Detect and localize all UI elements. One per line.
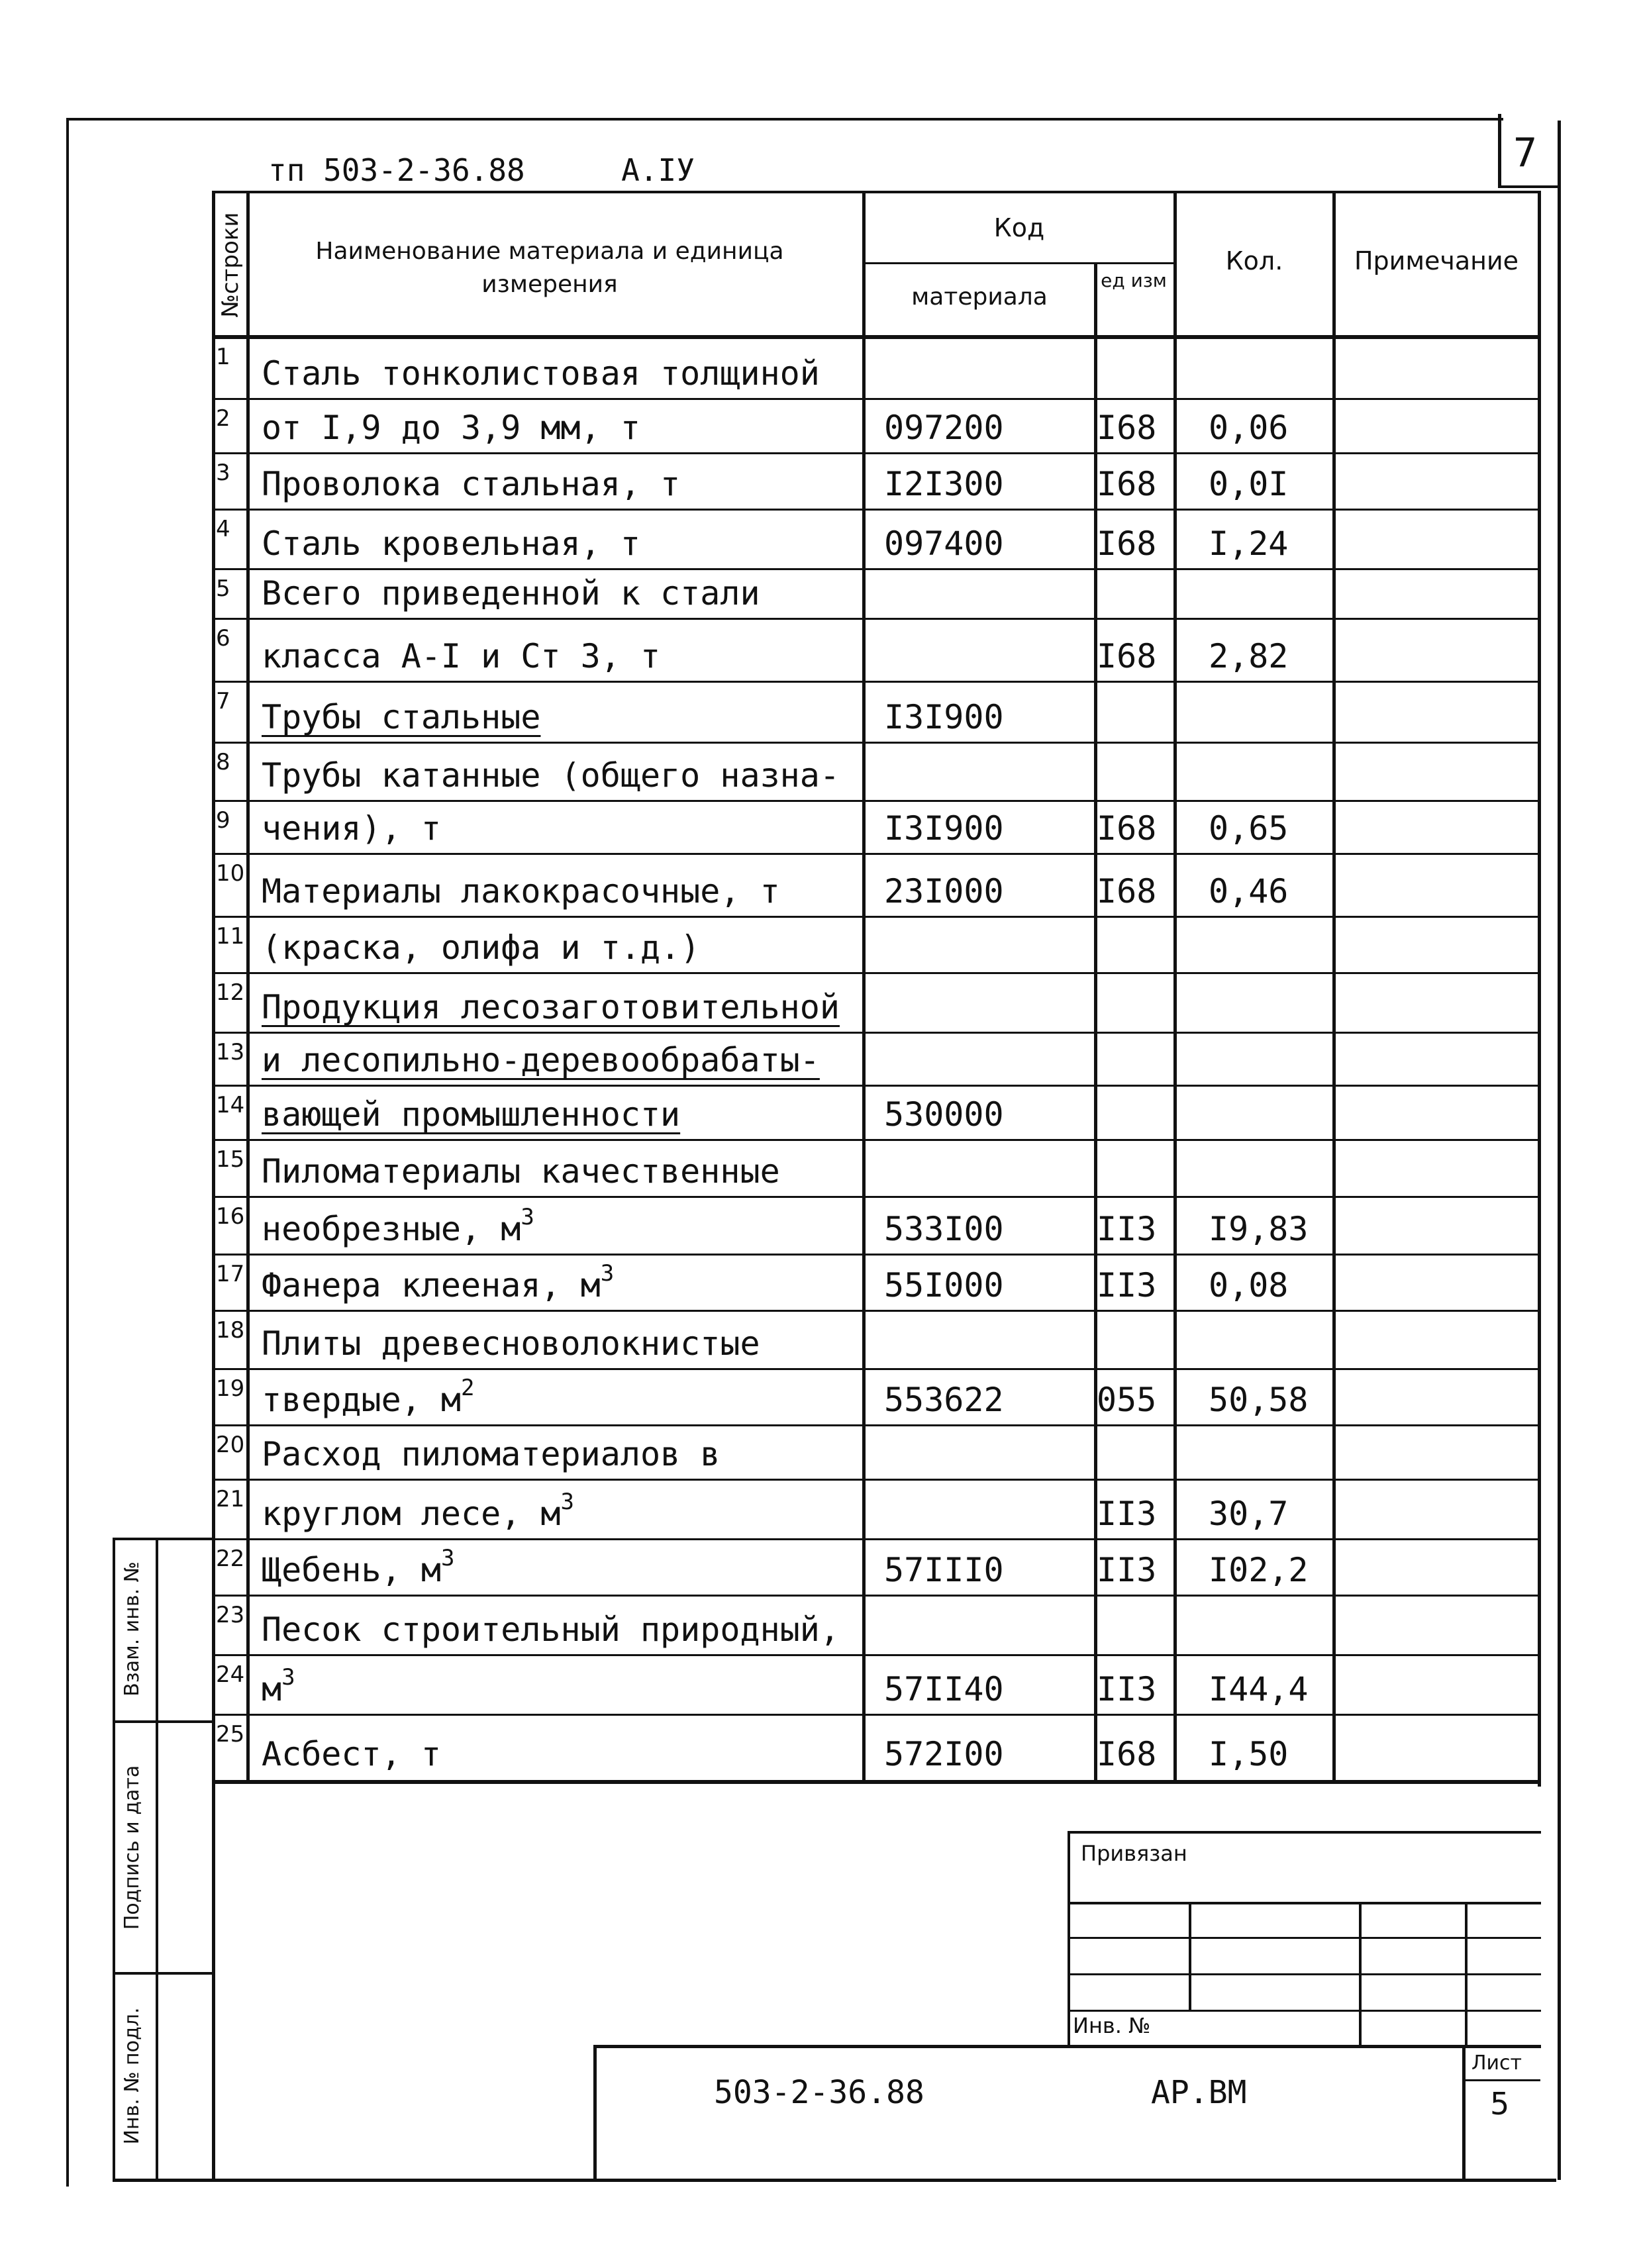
material-code: 23I000 — [884, 872, 1004, 911]
stamp-mid — [156, 1538, 158, 2181]
row-separator — [213, 1424, 1540, 1426]
material-name — [262, 756, 840, 795]
tb-doc-code: АР.ВМ — [1151, 2074, 1247, 2111]
material-name-text: вающей промышленности — [262, 1095, 681, 1134]
material-name — [262, 1375, 475, 1419]
unit-code: I68 — [1097, 465, 1157, 503]
material-name-text: круглом лесе, м — [262, 1495, 561, 1533]
row-separator — [213, 398, 1540, 400]
page-corner-number: 7 — [1513, 130, 1538, 176]
frame-top — [66, 118, 1503, 121]
row-number: 16 — [216, 1203, 245, 1230]
material-name — [262, 872, 780, 911]
row-number: 12 — [216, 979, 245, 1006]
row-separator — [213, 916, 1540, 918]
row-separator — [213, 742, 1540, 744]
material-name — [262, 1152, 780, 1191]
material-name-text: Всего приведенной к стали — [262, 574, 760, 613]
material-name — [262, 1435, 721, 1473]
row-number: 15 — [216, 1146, 245, 1173]
tb-sheet-div — [1462, 2079, 1540, 2081]
quantity: 0,46 — [1209, 872, 1289, 911]
tb-h2 — [1068, 1937, 1541, 1939]
material-name-text: Трубы катанные (общего назна- — [262, 756, 840, 795]
row-separator — [213, 509, 1540, 511]
row-number: 22 — [216, 1546, 245, 1572]
tb-h3 — [1068, 1973, 1541, 1975]
row-number: 25 — [216, 1721, 245, 1748]
stamp-left — [113, 1538, 115, 2181]
col-line-5 — [1332, 191, 1336, 1783]
quantity: I,50 — [1209, 1735, 1289, 1773]
unit-code: I68 — [1097, 524, 1157, 563]
material-name-text: Продукция лесозаготовительной — [262, 988, 840, 1026]
material-code: I3I900 — [884, 809, 1004, 848]
doc-ref: тп 503-2-36.88 — [268, 152, 525, 188]
quantity: 2,82 — [1209, 637, 1289, 675]
unit-exponent: 3 — [521, 1204, 534, 1230]
material-name — [262, 1041, 820, 1079]
material-code: 57III0 — [884, 1551, 1004, 1589]
row-separator — [213, 618, 1540, 620]
tb-sheet-left — [1462, 2045, 1466, 2181]
material-code: 572I00 — [884, 1735, 1004, 1773]
row-separator — [213, 1714, 1540, 1716]
row-separator — [213, 452, 1540, 454]
row-number: 9 — [216, 807, 230, 834]
row-separator — [213, 1254, 1540, 1256]
frame-bottom — [113, 2179, 1556, 2182]
header-top-line — [212, 191, 1541, 193]
material-name — [262, 1545, 455, 1589]
material-code: 097200 — [884, 409, 1004, 447]
document-reference — [268, 152, 695, 188]
tb-outer-top — [1068, 1831, 1541, 1834]
tb-inv-no: Инв. № — [1073, 2013, 1151, 2038]
material-name — [262, 524, 640, 563]
unit-exponent: 2 — [461, 1375, 475, 1401]
stamp-vzam-inv: Взам. инв. № — [121, 1561, 144, 1697]
unit-code: II3 — [1097, 1210, 1157, 1248]
tb-sheet-number: 5 — [1490, 2086, 1510, 2122]
unit-exponent: 3 — [281, 1664, 295, 1691]
material-name — [262, 809, 441, 848]
material-name — [262, 354, 820, 393]
material-name — [262, 1204, 534, 1248]
row-number: 23 — [216, 1602, 245, 1628]
material-name-text: м — [262, 1670, 282, 1708]
material-name-text: необрезные, м — [262, 1210, 521, 1248]
material-name-text: Асбест, т — [262, 1735, 441, 1773]
material-name — [262, 698, 541, 736]
header-code-unit: ед изм — [1101, 270, 1167, 291]
material-name — [262, 1260, 615, 1305]
material-name — [262, 1095, 681, 1134]
material-name-text: класса А-I и Ст 3, т — [262, 637, 661, 675]
row-number: 6 — [216, 625, 230, 652]
material-name-text: Сталь тонколистовая толщиной — [262, 354, 820, 393]
material-name-text: Плиты древесноволокнистые — [262, 1324, 760, 1363]
row-number: 1 — [216, 344, 230, 370]
header-code: Код — [993, 213, 1045, 242]
material-name — [262, 928, 701, 967]
tb-privyazan: Привязан — [1081, 1841, 1187, 1866]
row-separator — [213, 1085, 1540, 1087]
row-number: 20 — [216, 1432, 245, 1458]
material-name — [262, 1610, 840, 1649]
material-code: 097400 — [884, 524, 1004, 563]
table-bottom-line — [212, 1780, 1541, 1784]
material-name-text: Пиломатериалы качественные — [262, 1152, 780, 1191]
header-name: Наименование материала и единица измерения — [315, 238, 784, 298]
header-code-split — [862, 262, 1176, 264]
row-separator — [213, 568, 1540, 570]
unit-exponent: 3 — [440, 1545, 455, 1571]
unit-code: II3 — [1097, 1670, 1157, 1708]
tb-sheet-label: Лист — [1471, 2051, 1522, 2075]
quantity: I9,83 — [1209, 1210, 1309, 1248]
unit-code: 055 — [1097, 1381, 1157, 1419]
row-number: 13 — [216, 1039, 245, 1065]
row-number: 21 — [216, 1486, 245, 1512]
quantity: 0,65 — [1209, 809, 1289, 848]
tb-h4 — [1068, 2010, 1541, 2012]
row-separator — [213, 1595, 1540, 1597]
row-number: 5 — [216, 575, 230, 602]
row-separator — [213, 972, 1540, 974]
material-name-text: Трубы стальные — [262, 698, 541, 736]
stamp-inv-podl: Инв. № подл. — [121, 2007, 144, 2145]
material-name-text: и лесопильно-деревообрабаты- — [262, 1041, 820, 1079]
tb-v1 — [1189, 1902, 1191, 2012]
tb-outer-left — [1068, 1831, 1070, 2048]
row-separator — [213, 1310, 1540, 1312]
row-separator — [213, 1538, 1540, 1540]
unit-code: I68 — [1097, 809, 1157, 848]
quantity: I44,4 — [1209, 1670, 1309, 1708]
material-name-text: Щебень, м — [262, 1551, 441, 1589]
stamp-podpis-data: Подпись и дата — [121, 1765, 144, 1930]
col-line-0 — [212, 191, 215, 2181]
unit-code: I68 — [1097, 1735, 1157, 1773]
unit-code: I68 — [1097, 409, 1157, 447]
header-code-material: материала — [911, 283, 1048, 311]
material-name — [262, 1664, 295, 1708]
unit-code: II3 — [1097, 1266, 1157, 1305]
material-name — [262, 1489, 575, 1533]
material-code: 55I000 — [884, 1266, 1004, 1305]
unit-code: II3 — [1097, 1551, 1157, 1589]
header-row-no: №строки — [217, 212, 244, 318]
row-separator — [213, 1139, 1540, 1141]
tb-doc-number: 503-2-36.88 — [714, 2074, 924, 2111]
material-name-text: твердые, м — [262, 1381, 462, 1419]
quantity: 0,0I — [1209, 465, 1289, 503]
unit-exponent: 3 — [600, 1260, 615, 1287]
col-line-2 — [862, 191, 866, 1783]
row-separator — [213, 1032, 1540, 1034]
row-number: 17 — [216, 1261, 245, 1287]
stamp-div-2 — [113, 1972, 213, 1975]
quantity: 0,06 — [1209, 409, 1289, 447]
frame-right — [1558, 121, 1561, 2180]
col-line-4 — [1173, 191, 1177, 1783]
material-code: I3I900 — [884, 698, 1004, 736]
row-number: 18 — [216, 1317, 245, 1344]
tb-main-left — [593, 2045, 597, 2181]
row-number: 4 — [216, 516, 230, 542]
material-name-text: Расход пиломатериалов в — [262, 1435, 721, 1473]
tb-main-top — [593, 2045, 1541, 2048]
stamp-div-1 — [113, 1720, 213, 1723]
material-code: 533I00 — [884, 1210, 1004, 1248]
row-number: 11 — [216, 923, 245, 950]
quantity: 50,58 — [1209, 1381, 1309, 1419]
stamp-top — [113, 1538, 213, 1540]
quantity: 30,7 — [1209, 1495, 1289, 1533]
quantity: I02,2 — [1209, 1551, 1309, 1589]
material-name-text: (краска, олифа и т.д.) — [262, 928, 701, 967]
header-qty: Кол. — [1225, 246, 1283, 275]
col-line-1 — [246, 191, 250, 1783]
material-code: I2I300 — [884, 465, 1004, 503]
quantity: 0,08 — [1209, 1266, 1289, 1305]
tb-v3 — [1465, 1902, 1468, 2047]
material-name-text: от I,9 до 3,9 мм, т — [262, 409, 640, 447]
row-separator — [213, 1196, 1540, 1198]
material-name — [262, 1735, 441, 1773]
material-code: 553622 — [884, 1381, 1004, 1419]
row-number: 8 — [216, 749, 230, 775]
row-number: 10 — [216, 860, 245, 887]
row-separator — [213, 853, 1540, 855]
corner-box-bottom — [1498, 185, 1561, 188]
tb-h1 — [1068, 1902, 1541, 1904]
row-separator — [213, 1654, 1540, 1656]
material-name — [262, 409, 640, 447]
quantity: I,24 — [1209, 524, 1289, 563]
material-name-text: Сталь кровельная, т — [262, 524, 640, 563]
material-code: 57II40 — [884, 1670, 1004, 1708]
unit-code: II3 — [1097, 1495, 1157, 1533]
row-number: 14 — [216, 1092, 245, 1118]
tb-v2 — [1359, 1902, 1362, 2047]
row-separator — [213, 800, 1540, 802]
header-note: Примечание — [1354, 246, 1519, 275]
col-line-6 — [1538, 191, 1541, 1787]
row-number: 7 — [216, 688, 230, 715]
row-separator — [213, 1479, 1540, 1481]
material-code: 530000 — [884, 1095, 1004, 1134]
unit-code: I68 — [1097, 872, 1157, 911]
material-name — [262, 465, 681, 503]
row-number: 19 — [216, 1375, 245, 1402]
material-name — [262, 574, 760, 613]
row-number: 24 — [216, 1661, 245, 1688]
material-name — [262, 988, 840, 1026]
material-name-text: Фанера клееная, м — [262, 1266, 601, 1305]
row-number: 2 — [216, 405, 230, 432]
row-separator — [213, 681, 1540, 683]
frame-left — [66, 121, 69, 2187]
row-number: 3 — [216, 460, 230, 486]
row-separator — [213, 1368, 1540, 1370]
material-name-text: Проволока стальная, т — [262, 465, 681, 503]
material-name — [262, 637, 661, 675]
unit-code: I68 — [1097, 637, 1157, 675]
header-bottom-line — [212, 335, 1541, 339]
material-name — [262, 1324, 760, 1363]
material-name-text: Песок строительный природный, — [262, 1610, 840, 1649]
doc-section: А.IУ — [621, 152, 695, 188]
unit-exponent: 3 — [560, 1489, 575, 1515]
material-name-text: Материалы лакокрасочные, т — [262, 872, 780, 911]
corner-box-left — [1498, 114, 1501, 188]
material-name-text: чения), т — [262, 809, 441, 848]
